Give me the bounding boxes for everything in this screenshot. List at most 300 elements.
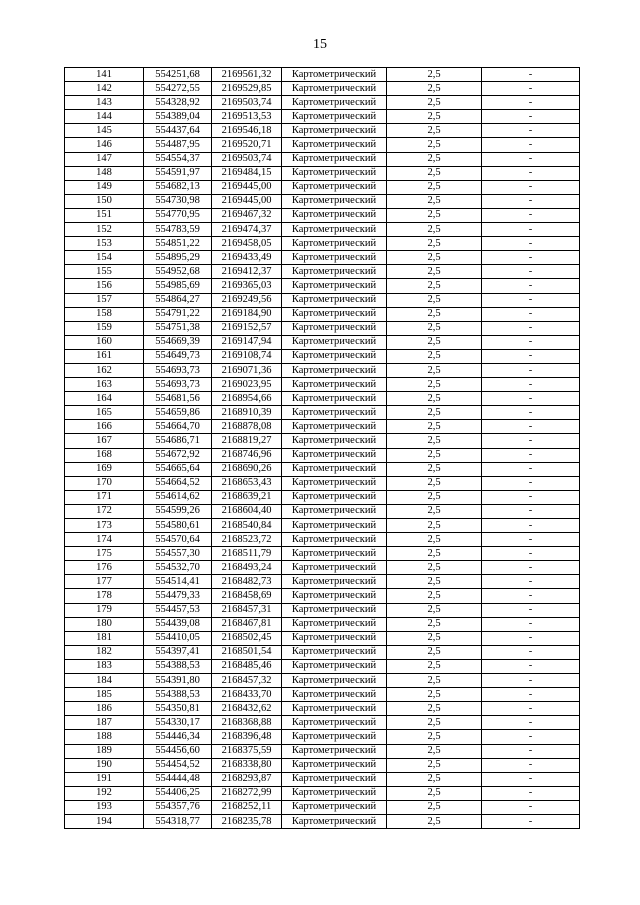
method-cell: Картометрический: [282, 110, 387, 124]
method-cell: Картометрический: [282, 82, 387, 96]
accuracy-cell: 2,5: [387, 645, 482, 659]
x-coordinate-cell: 554730,98: [144, 194, 212, 208]
accuracy-cell: 2,5: [387, 378, 482, 392]
accuracy-cell: 2,5: [387, 349, 482, 363]
table-row: [65, 476, 580, 490]
method-cell: Картометрический: [282, 406, 387, 420]
table-row: [65, 237, 580, 251]
point-number-cell: 186: [65, 702, 144, 716]
table-row: [65, 589, 580, 603]
table-row: [65, 279, 580, 293]
accuracy-cell: 2,5: [387, 476, 482, 490]
y-coordinate-cell: 2168746,96: [212, 448, 282, 462]
y-coordinate-cell: 2168501,54: [212, 645, 282, 659]
y-coordinate-cell: 2169023,95: [212, 378, 282, 392]
table-row: [65, 490, 580, 504]
x-coordinate-cell: 554251,68: [144, 68, 212, 82]
point-number-cell: 157: [65, 293, 144, 307]
table-row: [65, 603, 580, 617]
point-number-cell: 187: [65, 716, 144, 730]
x-coordinate-cell: 554437,64: [144, 124, 212, 138]
x-coordinate-cell: 554614,62: [144, 490, 212, 504]
accuracy-cell: 2,5: [387, 208, 482, 222]
method-cell: Картометрический: [282, 194, 387, 208]
point-number-cell: 193: [65, 800, 144, 814]
description-cell: -: [482, 504, 580, 518]
description-cell: -: [482, 307, 580, 321]
x-coordinate-cell: 554397,41: [144, 645, 212, 659]
point-number-cell: 145: [65, 124, 144, 138]
x-coordinate-cell: 554672,92: [144, 448, 212, 462]
accuracy-cell: 2,5: [387, 237, 482, 251]
description-cell: -: [482, 406, 580, 420]
table-row: [65, 265, 580, 279]
x-coordinate-cell: 554272,55: [144, 82, 212, 96]
description-cell: -: [482, 674, 580, 688]
x-coordinate-cell: 554557,30: [144, 547, 212, 561]
method-cell: Картометрический: [282, 462, 387, 476]
x-coordinate-cell: 554391,80: [144, 674, 212, 688]
accuracy-cell: 2,5: [387, 68, 482, 82]
table-row: [65, 645, 580, 659]
method-cell: Картометрический: [282, 631, 387, 645]
y-coordinate-cell: 2168485,46: [212, 659, 282, 673]
point-number-cell: 174: [65, 533, 144, 547]
x-coordinate-cell: 554444,48: [144, 772, 212, 786]
y-coordinate-cell: 2169433,49: [212, 251, 282, 265]
table-row: [65, 363, 580, 377]
x-coordinate-cell: 554446,34: [144, 730, 212, 744]
point-number-cell: 190: [65, 758, 144, 772]
description-cell: -: [482, 448, 580, 462]
method-cell: Картометрический: [282, 504, 387, 518]
x-coordinate-cell: 554457,53: [144, 603, 212, 617]
method-cell: Картометрический: [282, 265, 387, 279]
method-cell: Картометрический: [282, 814, 387, 828]
description-cell: -: [482, 617, 580, 631]
point-number-cell: 148: [65, 166, 144, 180]
y-coordinate-cell: 2168639,21: [212, 490, 282, 504]
description-cell: -: [482, 575, 580, 589]
accuracy-cell: 2,5: [387, 321, 482, 335]
description-cell: -: [482, 166, 580, 180]
description-cell: -: [482, 744, 580, 758]
x-coordinate-cell: 554554,37: [144, 152, 212, 166]
x-coordinate-cell: 554570,64: [144, 533, 212, 547]
point-number-cell: 160: [65, 335, 144, 349]
point-number-cell: 189: [65, 744, 144, 758]
point-number-cell: 181: [65, 631, 144, 645]
accuracy-cell: 2,5: [387, 533, 482, 547]
x-coordinate-cell: 554985,69: [144, 279, 212, 293]
method-cell: Картометрический: [282, 124, 387, 138]
description-cell: -: [482, 152, 580, 166]
point-number-cell: 161: [65, 349, 144, 363]
description-cell: -: [482, 223, 580, 237]
y-coordinate-cell: 2169484,15: [212, 166, 282, 180]
accuracy-cell: 2,5: [387, 279, 482, 293]
accuracy-cell: 2,5: [387, 392, 482, 406]
description-cell: -: [482, 293, 580, 307]
method-cell: Картометрический: [282, 575, 387, 589]
accuracy-cell: 2,5: [387, 547, 482, 561]
accuracy-cell: 2,5: [387, 490, 482, 504]
description-cell: -: [482, 603, 580, 617]
description-cell: -: [482, 124, 580, 138]
table-row: [65, 138, 580, 152]
table-row: [65, 448, 580, 462]
table-row: [65, 702, 580, 716]
y-coordinate-cell: 2168368,88: [212, 716, 282, 730]
y-coordinate-cell: 2169071,36: [212, 363, 282, 377]
y-coordinate-cell: 2168653,43: [212, 476, 282, 490]
method-cell: Картометрический: [282, 349, 387, 363]
description-cell: -: [482, 378, 580, 392]
point-number-cell: 183: [65, 659, 144, 673]
coordinates-table: [64, 67, 580, 829]
accuracy-cell: 2,5: [387, 406, 482, 420]
method-cell: Картометрический: [282, 533, 387, 547]
table-row: [65, 378, 580, 392]
point-number-cell: 177: [65, 575, 144, 589]
accuracy-cell: 2,5: [387, 674, 482, 688]
point-number-cell: 155: [65, 265, 144, 279]
x-coordinate-cell: 554389,04: [144, 110, 212, 124]
point-number-cell: 144: [65, 110, 144, 124]
method-cell: Картометрический: [282, 378, 387, 392]
accuracy-cell: 2,5: [387, 307, 482, 321]
table-row: [65, 124, 580, 138]
table-row: [65, 223, 580, 237]
method-cell: Картометрический: [282, 434, 387, 448]
table-row: [65, 335, 580, 349]
point-number-cell: 182: [65, 645, 144, 659]
method-cell: Картометрический: [282, 603, 387, 617]
table-row: [65, 547, 580, 561]
description-cell: -: [482, 194, 580, 208]
method-cell: Картометрический: [282, 617, 387, 631]
method-cell: Картометрический: [282, 645, 387, 659]
description-cell: -: [482, 335, 580, 349]
point-number-cell: 192: [65, 786, 144, 800]
x-coordinate-cell: 554665,64: [144, 462, 212, 476]
description-cell: -: [482, 251, 580, 265]
method-cell: Картометрический: [282, 476, 387, 490]
method-cell: Картометрический: [282, 772, 387, 786]
accuracy-cell: 2,5: [387, 462, 482, 476]
x-coordinate-cell: 554851,22: [144, 237, 212, 251]
x-coordinate-cell: 554664,70: [144, 420, 212, 434]
description-cell: -: [482, 96, 580, 110]
point-number-cell: 153: [65, 237, 144, 251]
x-coordinate-cell: 554895,29: [144, 251, 212, 265]
description-cell: -: [482, 208, 580, 222]
method-cell: Картометрический: [282, 208, 387, 222]
table-row: [65, 208, 580, 222]
description-cell: -: [482, 265, 580, 279]
description-cell: -: [482, 363, 580, 377]
table-body: [65, 68, 580, 829]
point-number-cell: 149: [65, 180, 144, 194]
description-cell: -: [482, 349, 580, 363]
method-cell: Картометрический: [282, 138, 387, 152]
method-cell: Картометрический: [282, 363, 387, 377]
description-cell: -: [482, 392, 580, 406]
description-cell: -: [482, 110, 580, 124]
table-row: [65, 659, 580, 673]
point-number-cell: 162: [65, 363, 144, 377]
accuracy-cell: 2,5: [387, 448, 482, 462]
accuracy-cell: 2,5: [387, 504, 482, 518]
x-coordinate-cell: 554532,70: [144, 561, 212, 575]
description-cell: -: [482, 702, 580, 716]
x-coordinate-cell: 554580,61: [144, 519, 212, 533]
description-cell: -: [482, 321, 580, 335]
table-row: [65, 772, 580, 786]
y-coordinate-cell: 2168467,81: [212, 617, 282, 631]
y-coordinate-cell: 2169184,90: [212, 307, 282, 321]
table-row: [65, 321, 580, 335]
y-coordinate-cell: 2168910,39: [212, 406, 282, 420]
method-cell: Картометрический: [282, 730, 387, 744]
y-coordinate-cell: 2168457,32: [212, 674, 282, 688]
table-row: [65, 519, 580, 533]
description-cell: -: [482, 716, 580, 730]
table-row: [65, 688, 580, 702]
y-coordinate-cell: 2168432,62: [212, 702, 282, 716]
accuracy-cell: 2,5: [387, 152, 482, 166]
x-coordinate-cell: 554686,71: [144, 434, 212, 448]
accuracy-cell: 2,5: [387, 519, 482, 533]
description-cell: -: [482, 68, 580, 82]
x-coordinate-cell: 554751,38: [144, 321, 212, 335]
point-number-cell: 179: [65, 603, 144, 617]
point-number-cell: 167: [65, 434, 144, 448]
method-cell: Картометрический: [282, 321, 387, 335]
description-cell: -: [482, 533, 580, 547]
point-number-cell: 151: [65, 208, 144, 222]
x-coordinate-cell: 554439,08: [144, 617, 212, 631]
y-coordinate-cell: 2168235,78: [212, 814, 282, 828]
accuracy-cell: 2,5: [387, 180, 482, 194]
x-coordinate-cell: 554791,22: [144, 307, 212, 321]
point-number-cell: 171: [65, 490, 144, 504]
point-number-cell: 154: [65, 251, 144, 265]
method-cell: Картометрический: [282, 392, 387, 406]
y-coordinate-cell: 2168878,08: [212, 420, 282, 434]
table-row: [65, 674, 580, 688]
y-coordinate-cell: 2169467,32: [212, 208, 282, 222]
y-coordinate-cell: 2169412,37: [212, 265, 282, 279]
accuracy-cell: 2,5: [387, 758, 482, 772]
accuracy-cell: 2,5: [387, 335, 482, 349]
y-coordinate-cell: 2169445,00: [212, 194, 282, 208]
point-number-cell: 185: [65, 688, 144, 702]
description-cell: -: [482, 434, 580, 448]
method-cell: Картометрический: [282, 490, 387, 504]
point-number-cell: 150: [65, 194, 144, 208]
table-row: [65, 293, 580, 307]
point-number-cell: 178: [65, 589, 144, 603]
y-coordinate-cell: 2168954,66: [212, 392, 282, 406]
table-row: [65, 716, 580, 730]
description-cell: -: [482, 631, 580, 645]
y-coordinate-cell: 2168604,40: [212, 504, 282, 518]
method-cell: Картометрический: [282, 448, 387, 462]
table-row: [65, 800, 580, 814]
point-number-cell: 152: [65, 223, 144, 237]
method-cell: Картометрический: [282, 758, 387, 772]
point-number-cell: 175: [65, 547, 144, 561]
point-number-cell: 170: [65, 476, 144, 490]
description-cell: -: [482, 814, 580, 828]
accuracy-cell: 2,5: [387, 363, 482, 377]
point-number-cell: 191: [65, 772, 144, 786]
point-number-cell: 146: [65, 138, 144, 152]
point-number-cell: 172: [65, 504, 144, 518]
x-coordinate-cell: 554328,92: [144, 96, 212, 110]
x-coordinate-cell: 554591,97: [144, 166, 212, 180]
table-row: [65, 180, 580, 194]
accuracy-cell: 2,5: [387, 814, 482, 828]
x-coordinate-cell: 554952,68: [144, 265, 212, 279]
table-row: [65, 575, 580, 589]
x-coordinate-cell: 554479,33: [144, 589, 212, 603]
y-coordinate-cell: 2169503,74: [212, 96, 282, 110]
accuracy-cell: 2,5: [387, 166, 482, 180]
description-cell: -: [482, 462, 580, 476]
table-row: [65, 82, 580, 96]
description-cell: -: [482, 730, 580, 744]
method-cell: Картометрический: [282, 547, 387, 561]
accuracy-cell: 2,5: [387, 265, 482, 279]
description-cell: -: [482, 476, 580, 490]
table-row: [65, 110, 580, 124]
accuracy-cell: 2,5: [387, 293, 482, 307]
description-cell: -: [482, 138, 580, 152]
y-coordinate-cell: 2169365,03: [212, 279, 282, 293]
point-number-cell: 147: [65, 152, 144, 166]
table-row: [65, 392, 580, 406]
table-row: [65, 561, 580, 575]
y-coordinate-cell: 2169546,18: [212, 124, 282, 138]
table-row: [65, 166, 580, 180]
y-coordinate-cell: 2169474,37: [212, 223, 282, 237]
y-coordinate-cell: 2169458,05: [212, 237, 282, 251]
y-coordinate-cell: 2168338,80: [212, 758, 282, 772]
table-row: [65, 349, 580, 363]
table-row: [65, 758, 580, 772]
point-number-cell: 166: [65, 420, 144, 434]
table-row: [65, 194, 580, 208]
y-coordinate-cell: 2168457,31: [212, 603, 282, 617]
point-number-cell: 180: [65, 617, 144, 631]
method-cell: Картометрический: [282, 152, 387, 166]
accuracy-cell: 2,5: [387, 434, 482, 448]
y-coordinate-cell: 2168540,84: [212, 519, 282, 533]
method-cell: Картометрический: [282, 237, 387, 251]
point-number-cell: 142: [65, 82, 144, 96]
point-number-cell: 156: [65, 279, 144, 293]
y-coordinate-cell: 2169529,85: [212, 82, 282, 96]
y-coordinate-cell: 2168458,69: [212, 589, 282, 603]
table-row: [65, 68, 580, 82]
description-cell: -: [482, 758, 580, 772]
table-row: [65, 434, 580, 448]
x-coordinate-cell: 554350,81: [144, 702, 212, 716]
point-number-cell: 188: [65, 730, 144, 744]
description-cell: -: [482, 561, 580, 575]
y-coordinate-cell: 2169503,74: [212, 152, 282, 166]
method-cell: Картометрический: [282, 420, 387, 434]
point-number-cell: 169: [65, 462, 144, 476]
point-number-cell: 173: [65, 519, 144, 533]
accuracy-cell: 2,5: [387, 617, 482, 631]
accuracy-cell: 2,5: [387, 96, 482, 110]
x-coordinate-cell: 554864,27: [144, 293, 212, 307]
method-cell: Картометрический: [282, 166, 387, 180]
x-coordinate-cell: 554388,53: [144, 688, 212, 702]
y-coordinate-cell: 2168502,45: [212, 631, 282, 645]
x-coordinate-cell: 554770,95: [144, 208, 212, 222]
table-row: [65, 786, 580, 800]
y-coordinate-cell: 2169513,53: [212, 110, 282, 124]
y-coordinate-cell: 2169108,74: [212, 349, 282, 363]
method-cell: Картометрический: [282, 293, 387, 307]
accuracy-cell: 2,5: [387, 786, 482, 800]
y-coordinate-cell: 2168523,72: [212, 533, 282, 547]
description-cell: -: [482, 800, 580, 814]
method-cell: Картометрический: [282, 786, 387, 800]
accuracy-cell: 2,5: [387, 659, 482, 673]
accuracy-cell: 2,5: [387, 589, 482, 603]
x-coordinate-cell: 554659,86: [144, 406, 212, 420]
description-cell: -: [482, 786, 580, 800]
accuracy-cell: 2,5: [387, 194, 482, 208]
point-number-cell: 164: [65, 392, 144, 406]
table-row: [65, 406, 580, 420]
y-coordinate-cell: 2169445,00: [212, 180, 282, 194]
method-cell: Картометрический: [282, 688, 387, 702]
y-coordinate-cell: 2168375,59: [212, 744, 282, 758]
x-coordinate-cell: 554681,56: [144, 392, 212, 406]
y-coordinate-cell: 2169249,56: [212, 293, 282, 307]
point-number-cell: 176: [65, 561, 144, 575]
table-row: [65, 152, 580, 166]
method-cell: Картометрический: [282, 519, 387, 533]
y-coordinate-cell: 2169147,94: [212, 335, 282, 349]
method-cell: Картометрический: [282, 279, 387, 293]
method-cell: Картометрический: [282, 223, 387, 237]
x-coordinate-cell: 554669,39: [144, 335, 212, 349]
table-row: [65, 307, 580, 321]
page-number: 15: [313, 37, 327, 52]
point-number-cell: 184: [65, 674, 144, 688]
accuracy-cell: 2,5: [387, 575, 482, 589]
method-cell: Картометрический: [282, 659, 387, 673]
description-cell: -: [482, 688, 580, 702]
method-cell: Картометрический: [282, 561, 387, 575]
y-coordinate-cell: 2168493,24: [212, 561, 282, 575]
accuracy-cell: 2,5: [387, 420, 482, 434]
accuracy-cell: 2,5: [387, 730, 482, 744]
table-row: [65, 814, 580, 828]
x-coordinate-cell: 554682,13: [144, 180, 212, 194]
x-coordinate-cell: 554693,73: [144, 363, 212, 377]
x-coordinate-cell: 554487,95: [144, 138, 212, 152]
description-cell: -: [482, 420, 580, 434]
table-row: [65, 533, 580, 547]
